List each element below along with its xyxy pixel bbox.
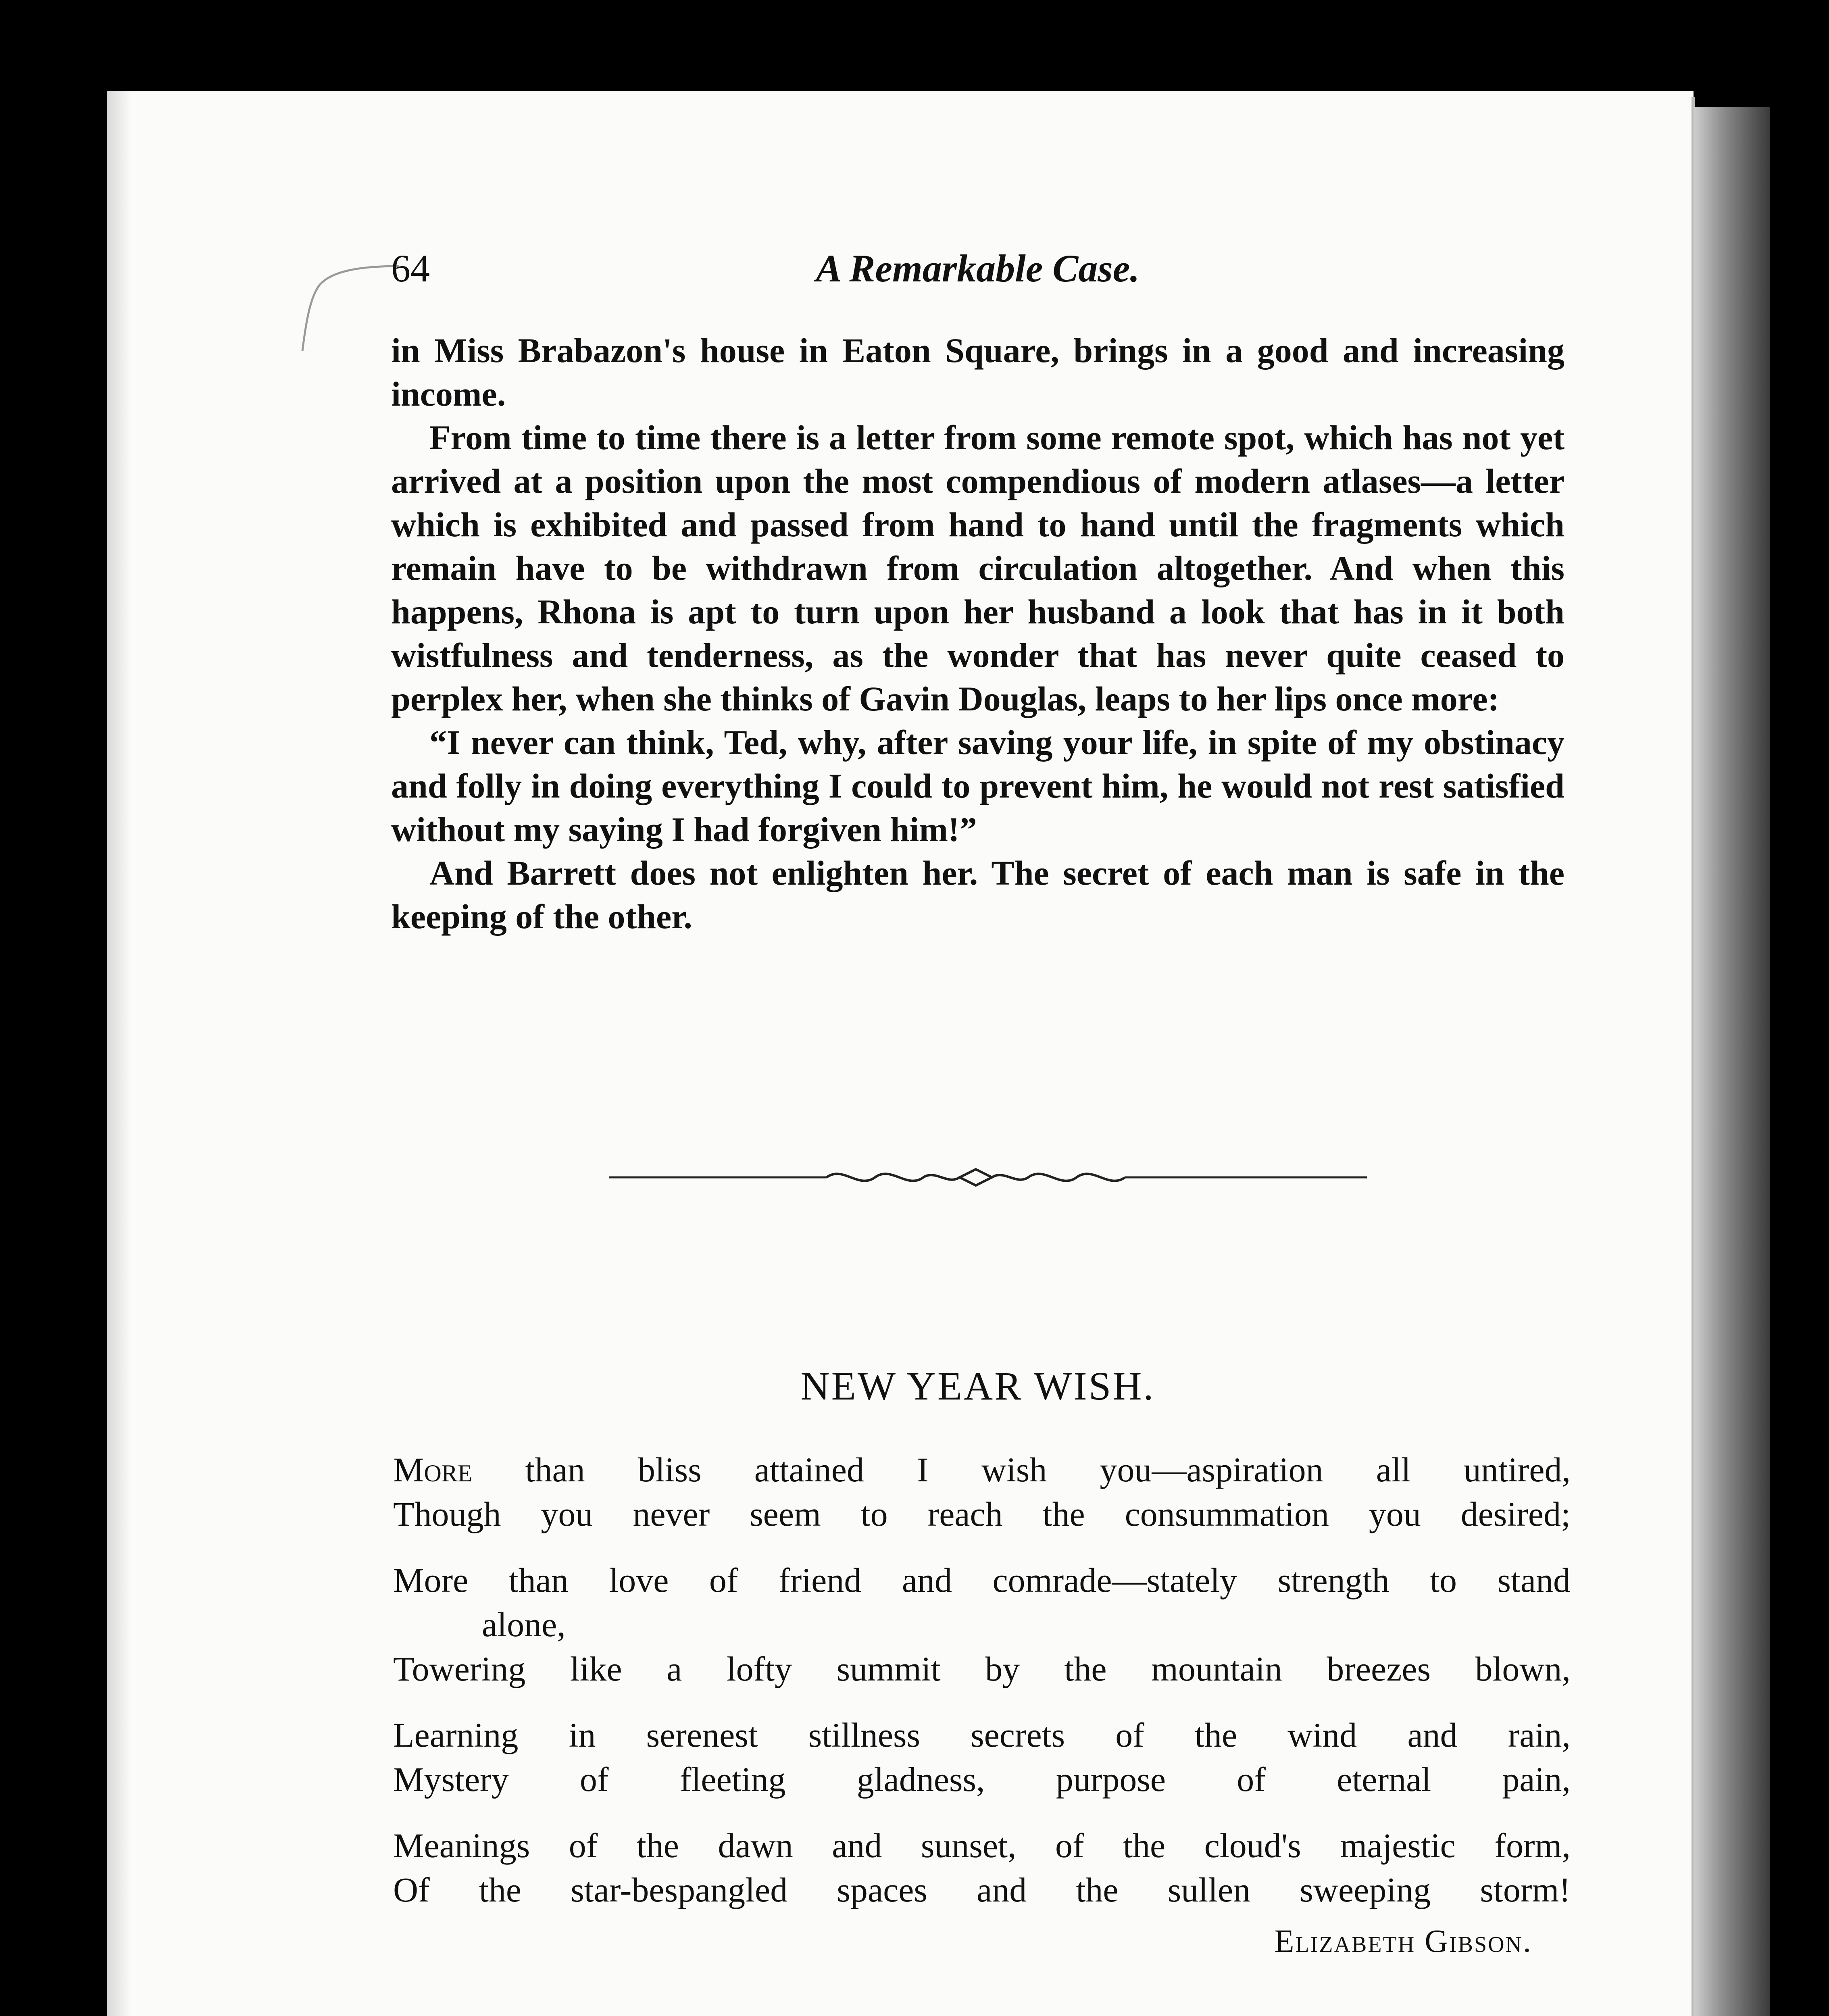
poem-stanza [393, 1447, 1571, 1536]
poem-line: More than bliss attained I wish you—aspiration all untired, [393, 1450, 1571, 1489]
poem-title: NEW YEAR WISH. [800, 1364, 1155, 1408]
poem-line: alone, [482, 1605, 566, 1644]
poem-body [393, 1447, 1571, 1934]
margin-pencil-mark [282, 258, 403, 355]
poem-stanza [393, 1558, 1571, 1691]
story-paragraph: in Miss Brabazon's house in Eaton Square, brings in a good and increasing income. [391, 331, 1564, 413]
poem-line: Learning in serenest stillness secrets of the wind and rain, [393, 1716, 1571, 1754]
page-gutter-shadow [107, 91, 131, 2016]
page-number: 64 [391, 247, 430, 290]
poem-first-word: More [393, 1450, 473, 1489]
poem-stanza [393, 1713, 1571, 1801]
running-title: A Remarkable Case. [816, 247, 1140, 290]
poem-line: More than love of friend and comrade—stately strength to stand [393, 1561, 1571, 1599]
ornament-divider [601, 1161, 1375, 1193]
poem-stanza [393, 1823, 1571, 1912]
story-paragraph: “I never can think, Ted, why, after saving your life, in spite of my obstinacy and folly in doing everything I could to prevent him, he would not rest satisfied without my saying I had forgiven him!” [391, 723, 1564, 849]
poem-line: Towering like a lofty summit by the mountain breezes blown, [393, 1649, 1571, 1688]
poem-line: Of the star-bespangled spaces and the sullen sweeping storm! [393, 1870, 1571, 1909]
book-edge [1694, 107, 1770, 2016]
poem-line: Mystery of fleeting gladness, purpose of eternal pain, [393, 1760, 1571, 1799]
running-head [391, 246, 1564, 310]
poem-author: Elizabeth Gibson. [1274, 1924, 1532, 1959]
story-paragraph: And Barrett does not enlighten her. The secret of each man is safe in the keeping of the other. [391, 854, 1564, 936]
poem-line: Though you never seem to reach the consummation you desired; [393, 1495, 1571, 1533]
poem-line: Meanings of the dawn and sunset, of the cloud's majestic form, [393, 1826, 1571, 1865]
story-paragraph: From time to time there is a letter from some remote spot, which has not yet arrived at a position upon the most compendious of modern atlases—a letter which is exhibited and passed from hand to hand until the fragments which remain have to be withdrawn from circulation altogether. And when this happens, Rhona is apt to turn upon her husband a look that has in it both wistfulness and tenderness, as the wonder that has never quite ceased to perplex her, when she thinks of Gavin Douglas, leaps to her lips once more: [391, 418, 1564, 718]
story-text [391, 329, 1564, 938]
